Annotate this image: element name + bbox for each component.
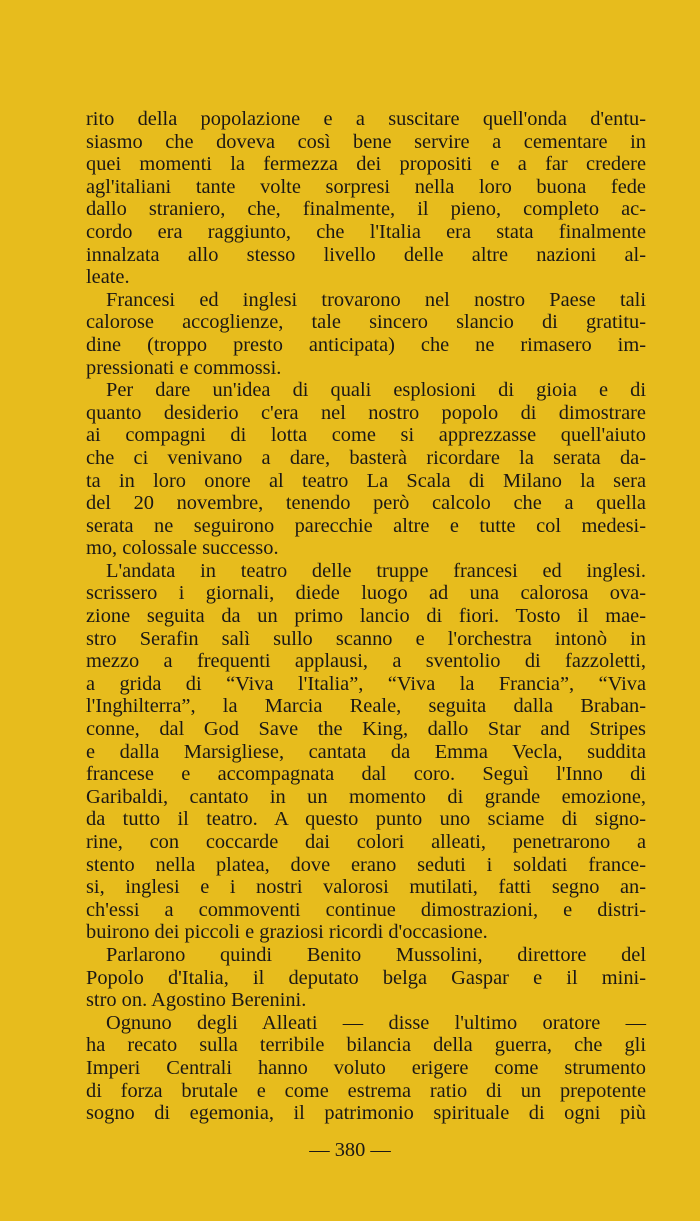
text-line: ta in loro onore al teatro La Scala di Milano la sera xyxy=(86,469,646,492)
text-line: conne, dal God Save the King, dallo Star and Stripes xyxy=(86,718,646,741)
body-text xyxy=(86,108,646,1125)
paragraph xyxy=(86,944,646,1012)
text-line: stro on. Agostino Berenini. xyxy=(86,989,307,1012)
text-line: rito della popolazione e a suscitare quell'onda d'entu- xyxy=(86,108,646,130)
text-line: l'Inghilterra”, la Marcia Reale, seguita dalla Braban- xyxy=(86,695,646,718)
paragraph xyxy=(86,289,646,379)
text-line: mezzo a frequenti applausi, a sventolio di fazzoletti, xyxy=(86,650,646,673)
text-line: L'andata in teatro delle truppe francesi ed inglesi. xyxy=(106,559,646,582)
text-line: innalzata allo stesso livello delle altre nazioni al- xyxy=(86,243,646,266)
text-line: e dalla Marsigliese, cantata da Emma Vecla, suddita xyxy=(86,740,646,763)
text-line: Parlarono quindi Benito Mussolini, direttore del xyxy=(106,943,646,966)
text-line: quei momenti la fermezza dei propositi e a far credere xyxy=(86,153,646,176)
text-line: calorose accoglienze, tale sincero slancio di gratitu- xyxy=(86,311,646,334)
text-line: ch'essi a commoventi continue dimostrazioni, e distri- xyxy=(86,898,646,921)
text-line: Francesi ed inglesi trovarono nel nostro Paese tali xyxy=(106,288,646,311)
text-line: Popolo d'Italia, il deputato belga Gaspar e il mini- xyxy=(86,966,646,989)
text-line: dine (troppo presto anticipata) che ne rimasero im- xyxy=(86,333,646,356)
text-line: mo, colossale successo. xyxy=(86,537,279,560)
text-line: stento nella platea, dove erano seduti i soldati france- xyxy=(86,853,646,876)
text-line: da tutto il teatro. A questo punto uno sciame di signo- xyxy=(86,808,646,831)
text-line: ha recato sulla terribile bilancia della guerra, che gli xyxy=(86,1034,646,1057)
text-line: ai compagni di lotta come si apprezzasse quell'aiuto xyxy=(86,424,646,447)
text-line: sogno di egemonia, il patrimonio spirituale di ogni più xyxy=(86,1102,646,1125)
text-line: Imperi Centrali hanno voluto erigere come strumento xyxy=(86,1056,646,1079)
text-line: Ognuno degli Alleati — disse l'ultimo oratore — xyxy=(106,1011,646,1034)
paragraph xyxy=(86,1012,646,1125)
text-line: quanto desiderio c'era nel nostro popolo di dimostrare xyxy=(86,401,646,424)
text-line: buirono dei piccoli e graziosi ricordi d'occasione. xyxy=(86,921,488,944)
text-line: agl'italiani tante volte sorpresi nella loro buona fede xyxy=(86,175,646,198)
text-line: rine, con coccarde dai colori alleati, penetrarono a xyxy=(86,831,646,853)
text-line: pressionati e commossi. xyxy=(86,356,282,379)
text-line: francese e accompagnata dal coro. Seguì l'Inno di xyxy=(86,763,646,786)
text-line: cordo era raggiunto, che l'Italia era stata finalmente xyxy=(86,220,646,243)
text-line: dallo straniero, che, finalmente, il pieno, completo ac- xyxy=(86,198,646,221)
text-line: leate. xyxy=(86,266,130,289)
text-line: stro Serafin salì sullo scanno e l'orchestra intonò in xyxy=(86,627,646,650)
page-number: — 380 — xyxy=(309,1139,391,1161)
paragraph xyxy=(86,108,646,289)
text-line: a grida di “Viva l'Italia”, “Viva la Francia”, “Viva xyxy=(86,672,646,695)
text-line: di forza brutale e come estrema ratio di un prepotente xyxy=(86,1079,646,1102)
text-line: zione seguita da un primo lancio di fiori. Tosto il mae- xyxy=(86,605,646,628)
text-line: Garibaldi, cantato in un momento di grande emozione, xyxy=(86,785,646,808)
text-line: Per dare un'idea di quali esplosioni di gioia e di xyxy=(106,379,646,402)
text-line: che ci venivano a dare, basterà ricordare la serata da- xyxy=(86,446,646,469)
text-line: del 20 novembre, tenendo però calcolo che a quella xyxy=(86,492,646,515)
text-line: siasmo che doveva così bene servire a cementare in xyxy=(86,130,646,153)
paragraph xyxy=(86,560,646,944)
paragraph xyxy=(86,379,646,560)
text-line: scrissero i giornali, diede luogo ad una calorosa ova- xyxy=(86,582,646,605)
text-line: serata ne seguirono parecchie altre e tutte col medesi- xyxy=(86,514,646,537)
text-line: si, inglesi e i nostri valorosi mutilati, fatti segno an- xyxy=(86,876,646,899)
